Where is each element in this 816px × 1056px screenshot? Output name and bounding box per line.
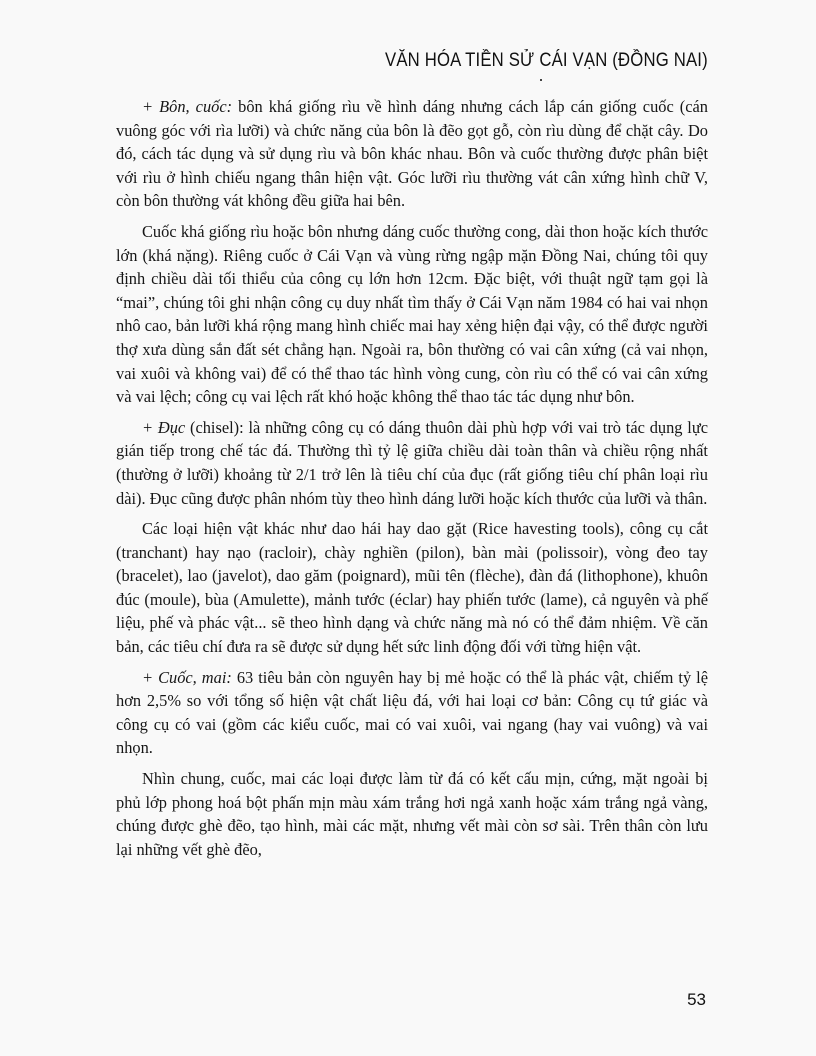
paragraph-text: (chisel): là những công cụ có dáng thuôn dài phù hợp với vai trò tác dụng lực gián tiếp trong chế tác đá. Thường thì tỷ lệ giữa chiều dài toàn thân và chiều rộng nhất (thường ở lưỡi) khoảng từ 2/1 trở lên là tiêu chí của đục (rất giống tiêu chí phân loại rìu dài). Đục cũng được phân nhóm tùy theo hình dáng lưỡi hoặc kích thước của lưỡi và thân.	[116, 417, 708, 508]
paragraph-lead: + Đục	[142, 417, 186, 437]
running-header-title: VĂN HÓA TIỀN SỬ CÁI VẠN (ĐỒNG NAI)	[385, 50, 708, 71]
page-number: 53	[687, 990, 706, 1009]
paragraph-lead: + Cuốc, mai:	[142, 667, 232, 687]
paragraph-text: 63 tiêu bản còn nguyên hay bị mẻ hoặc có thể là phác vật, chiếm tỷ lệ hơn 2,5% so với tổng số hiện vật chất liệu đá, với hai loại cơ bản: Công cụ tứ giác và công cụ có vai (gồm các kiểu cuốc, mai có vai xuôi, vai ngang (hay vai vuông) và vai nhọn.	[116, 667, 708, 758]
paragraph-text: Các loại hiện vật khác như dao hái hay dao gặt (Rice havesting tools), công cụ cắt (tranchant) hay nạo (racloir), chày nghiền (pilon), bàn mài (polissoir), vòng đeo tay (bracelet), lao (javelot), dao găm (poignard), mũi tên (flèche), đàn đá (lithophone), khuôn đúc (moule), bùa (Amulette), mảnh tước (éclar) hay phiến tước (lame), cả nguyên và phế liệu, phế và phác vật... sẽ theo hình dạng và chức năng mà nó có thể đảm nhiệm. Về căn bản, các tiêu chí đưa ra sẽ được sử dụng hết sức linh động đối với từng hiện vật.	[116, 519, 708, 657]
body-text	[116, 95, 708, 868]
paragraph	[116, 767, 708, 861]
paragraph	[116, 416, 708, 510]
paragraph-text: bôn khá giống rìu về hình dáng nhưng cách lắp cán giống cuốc (cán vuông góc với rìa lưỡi) và chức năng của bôn là đẽo gọt gỗ, còn rìu dùng để chặt cây. Do đó, cách tác dụng và sử dụng rìu và bôn khác nhau. Bôn và cuốc thường được phân biệt với rìu ở hình chiếu ngang thân hiện vật. Góc lưỡi rìu thường vát cân xứng hình chữ V, còn bôn thường vát không đều giữa hai bên.	[116, 97, 709, 211]
header-mark	[540, 79, 542, 81]
paragraph-text: Cuốc khá giống rìu hoặc bôn nhưng dáng cuốc thường cong, dài thon hoặc kích thước lớn (khá nặng). Riêng cuốc ở Cái Vạn và vùng rừng ngập mặn Đồng Nai, chúng tôi quy định chiều dài tối thiểu của công cụ lớn hơn 12cm. Đặc biệt, với thuật ngữ tạm gọi là “mai”, chúng tôi ghi nhận công cụ duy nhất tìm thấy ở Cái Vạn năm 1984 có hai vai nhọn nhô cao, bản lưỡi khá rộng mang hình chiếc mai hay xẻng hiện đại vậy, có thể được người thợ xưa dùng sắn đất sét chẳng hạn. Ngoài ra, bôn thường có vai cân xứng (cả vai nhọn, vai xuôi và không vai) để có thể thao tác hình vòng cung, còn rìu có thể có vai cân xứng và vai lệch; công cụ vai lệch rất khó hoặc không thể thao tác tác dụng như bôn.	[116, 221, 708, 407]
paragraph-lead: + Bôn, cuốc:	[142, 97, 233, 116]
paragraph-text: Nhìn chung, cuốc, mai các loại được làm từ đá có kết cấu mịn, cứng, mặt ngoài bị phủ lớp phong hoá bột phấn mịn màu xám trắng hơi ngả xanh hoặc xám trắng ngả vàng, chúng được ghè đẽo, tạo hình, mài các mặt, nhưng vết mài còn sơ sài. Trên thân còn lưu lại những vết ghè đẽo,	[116, 769, 708, 859]
paragraph	[116, 220, 708, 409]
paragraph	[116, 517, 708, 659]
paragraph	[116, 95, 708, 213]
paragraph	[116, 666, 708, 760]
